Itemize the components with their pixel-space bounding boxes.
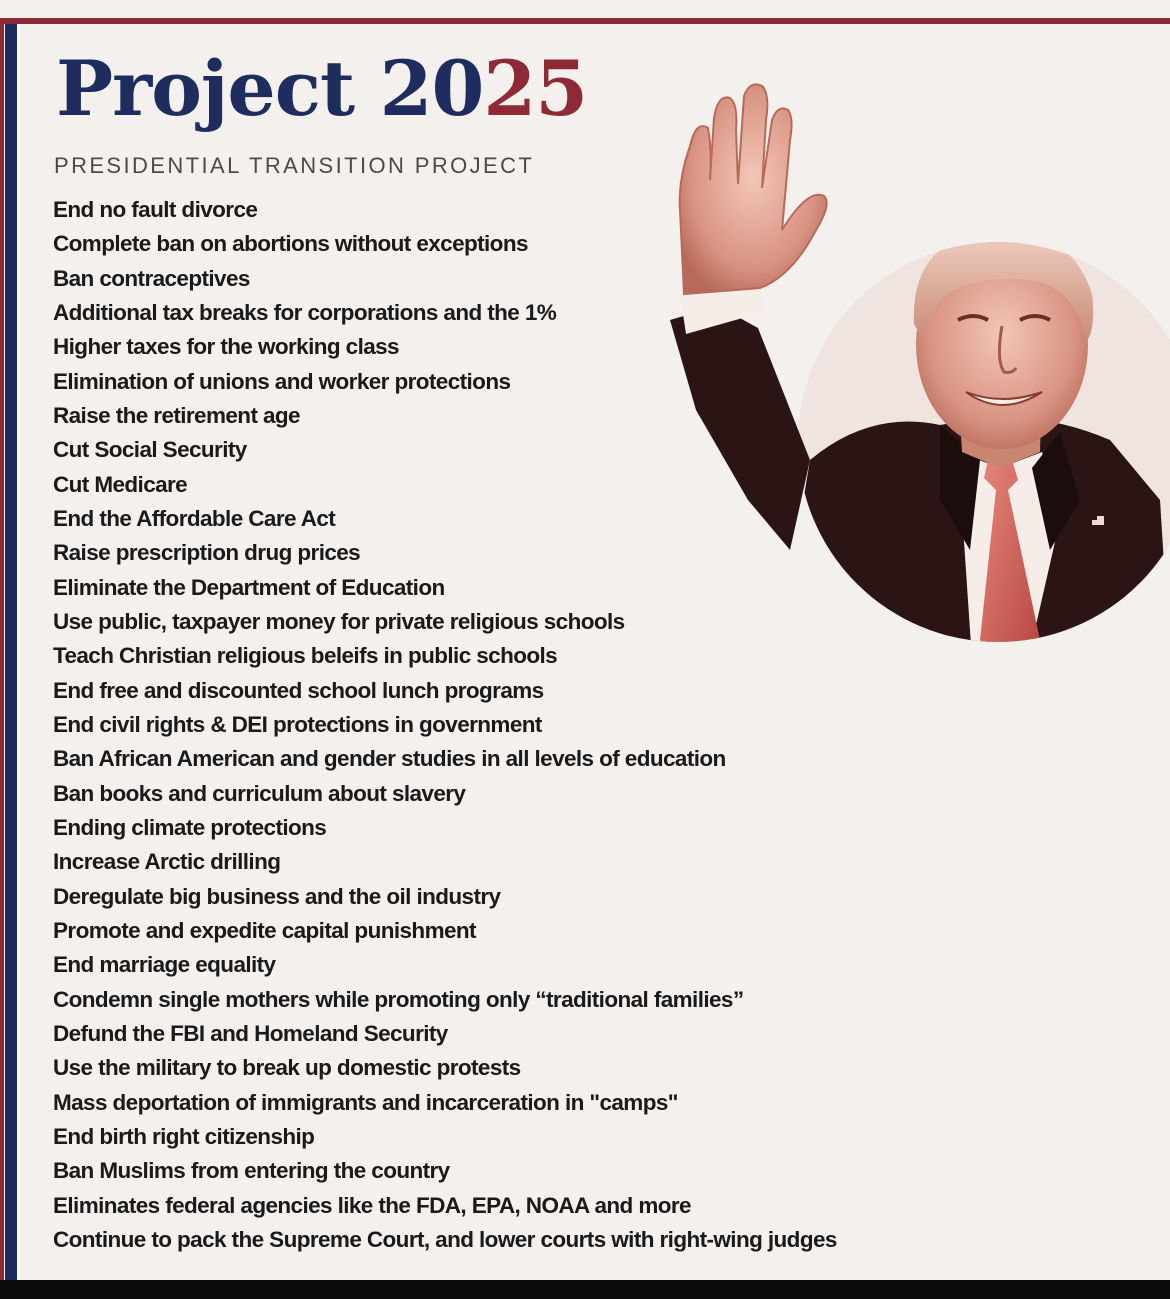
title-accent: 25 (483, 44, 588, 133)
bottom-frame-bar (0, 1280, 1170, 1299)
list-item: Condemn single mothers while promoting only “traditional families” (53, 986, 744, 1012)
left-red-stripe (0, 18, 4, 1280)
list-item: Ending climate protections (53, 814, 327, 840)
list-item: Teach Christian religious beleifs in public schools (53, 643, 558, 669)
list-item: Use the military to break up domestic protests (53, 1055, 521, 1081)
page-subtitle: PRESIDENTIAL TRANSITION PROJECT (54, 153, 535, 178)
page-title (56, 44, 587, 134)
list-item: Raise the retirement age (53, 402, 300, 428)
list-item: Cut Medicare (53, 471, 188, 497)
list-item: End no fault divorce (53, 197, 258, 222)
list-item: Cut Social Security (53, 437, 247, 463)
list-item: Ban contraceptives (53, 265, 250, 291)
list-item: End civil rights & DEI protections in government (53, 711, 542, 737)
list-item: Continue to pack the Supreme Court, and lower courts with right-wing judges (53, 1226, 837, 1252)
list-item: Raise prescription drug prices (53, 540, 361, 566)
list-item: Ban Muslims from entering the country (53, 1158, 450, 1184)
list-item: Eliminate the Department of Education (53, 574, 445, 600)
list-item: Defund the FBI and Homeland Security (53, 1020, 448, 1046)
left-blue-stripe (5, 24, 17, 1280)
list-item: End birth right citizenship (53, 1123, 315, 1149)
list-item: Elimination of unions and worker protections (53, 368, 511, 394)
list-item: Additional tax breaks for corporations and the 1% (53, 299, 557, 325)
list-item: End free and discounted school lunch programs (53, 677, 544, 703)
list-item: Use public, taxpayer money for private religious schools (53, 608, 625, 634)
list-item: End marriage equality (53, 952, 276, 978)
list-item: Eliminates federal agencies like the FDA, EPA, NOAA and more (53, 1192, 691, 1218)
list-item: Deregulate big business and the oil industry (53, 883, 501, 909)
list-item: Higher taxes for the working class (53, 334, 399, 360)
list-item: Promote and expedite capital punishment (53, 917, 476, 943)
list-item: Mass deportation of immigrants and incarceration in "camps" (53, 1089, 678, 1115)
list-item: Increase Arctic drilling (53, 849, 281, 875)
list-item: End the Affordable Care Act (53, 505, 336, 531)
list-item: Complete ban on abortions without exceptions (53, 231, 528, 257)
top-red-rule (0, 18, 1170, 24)
policy-list (53, 193, 837, 1257)
list-item: Ban books and curriculum about slavery (53, 780, 466, 806)
list-item: Ban African American and gender studies in all levels of education (53, 746, 726, 772)
left-white-stripe (17, 24, 20, 1280)
title-main: Project 20 (56, 44, 484, 133)
